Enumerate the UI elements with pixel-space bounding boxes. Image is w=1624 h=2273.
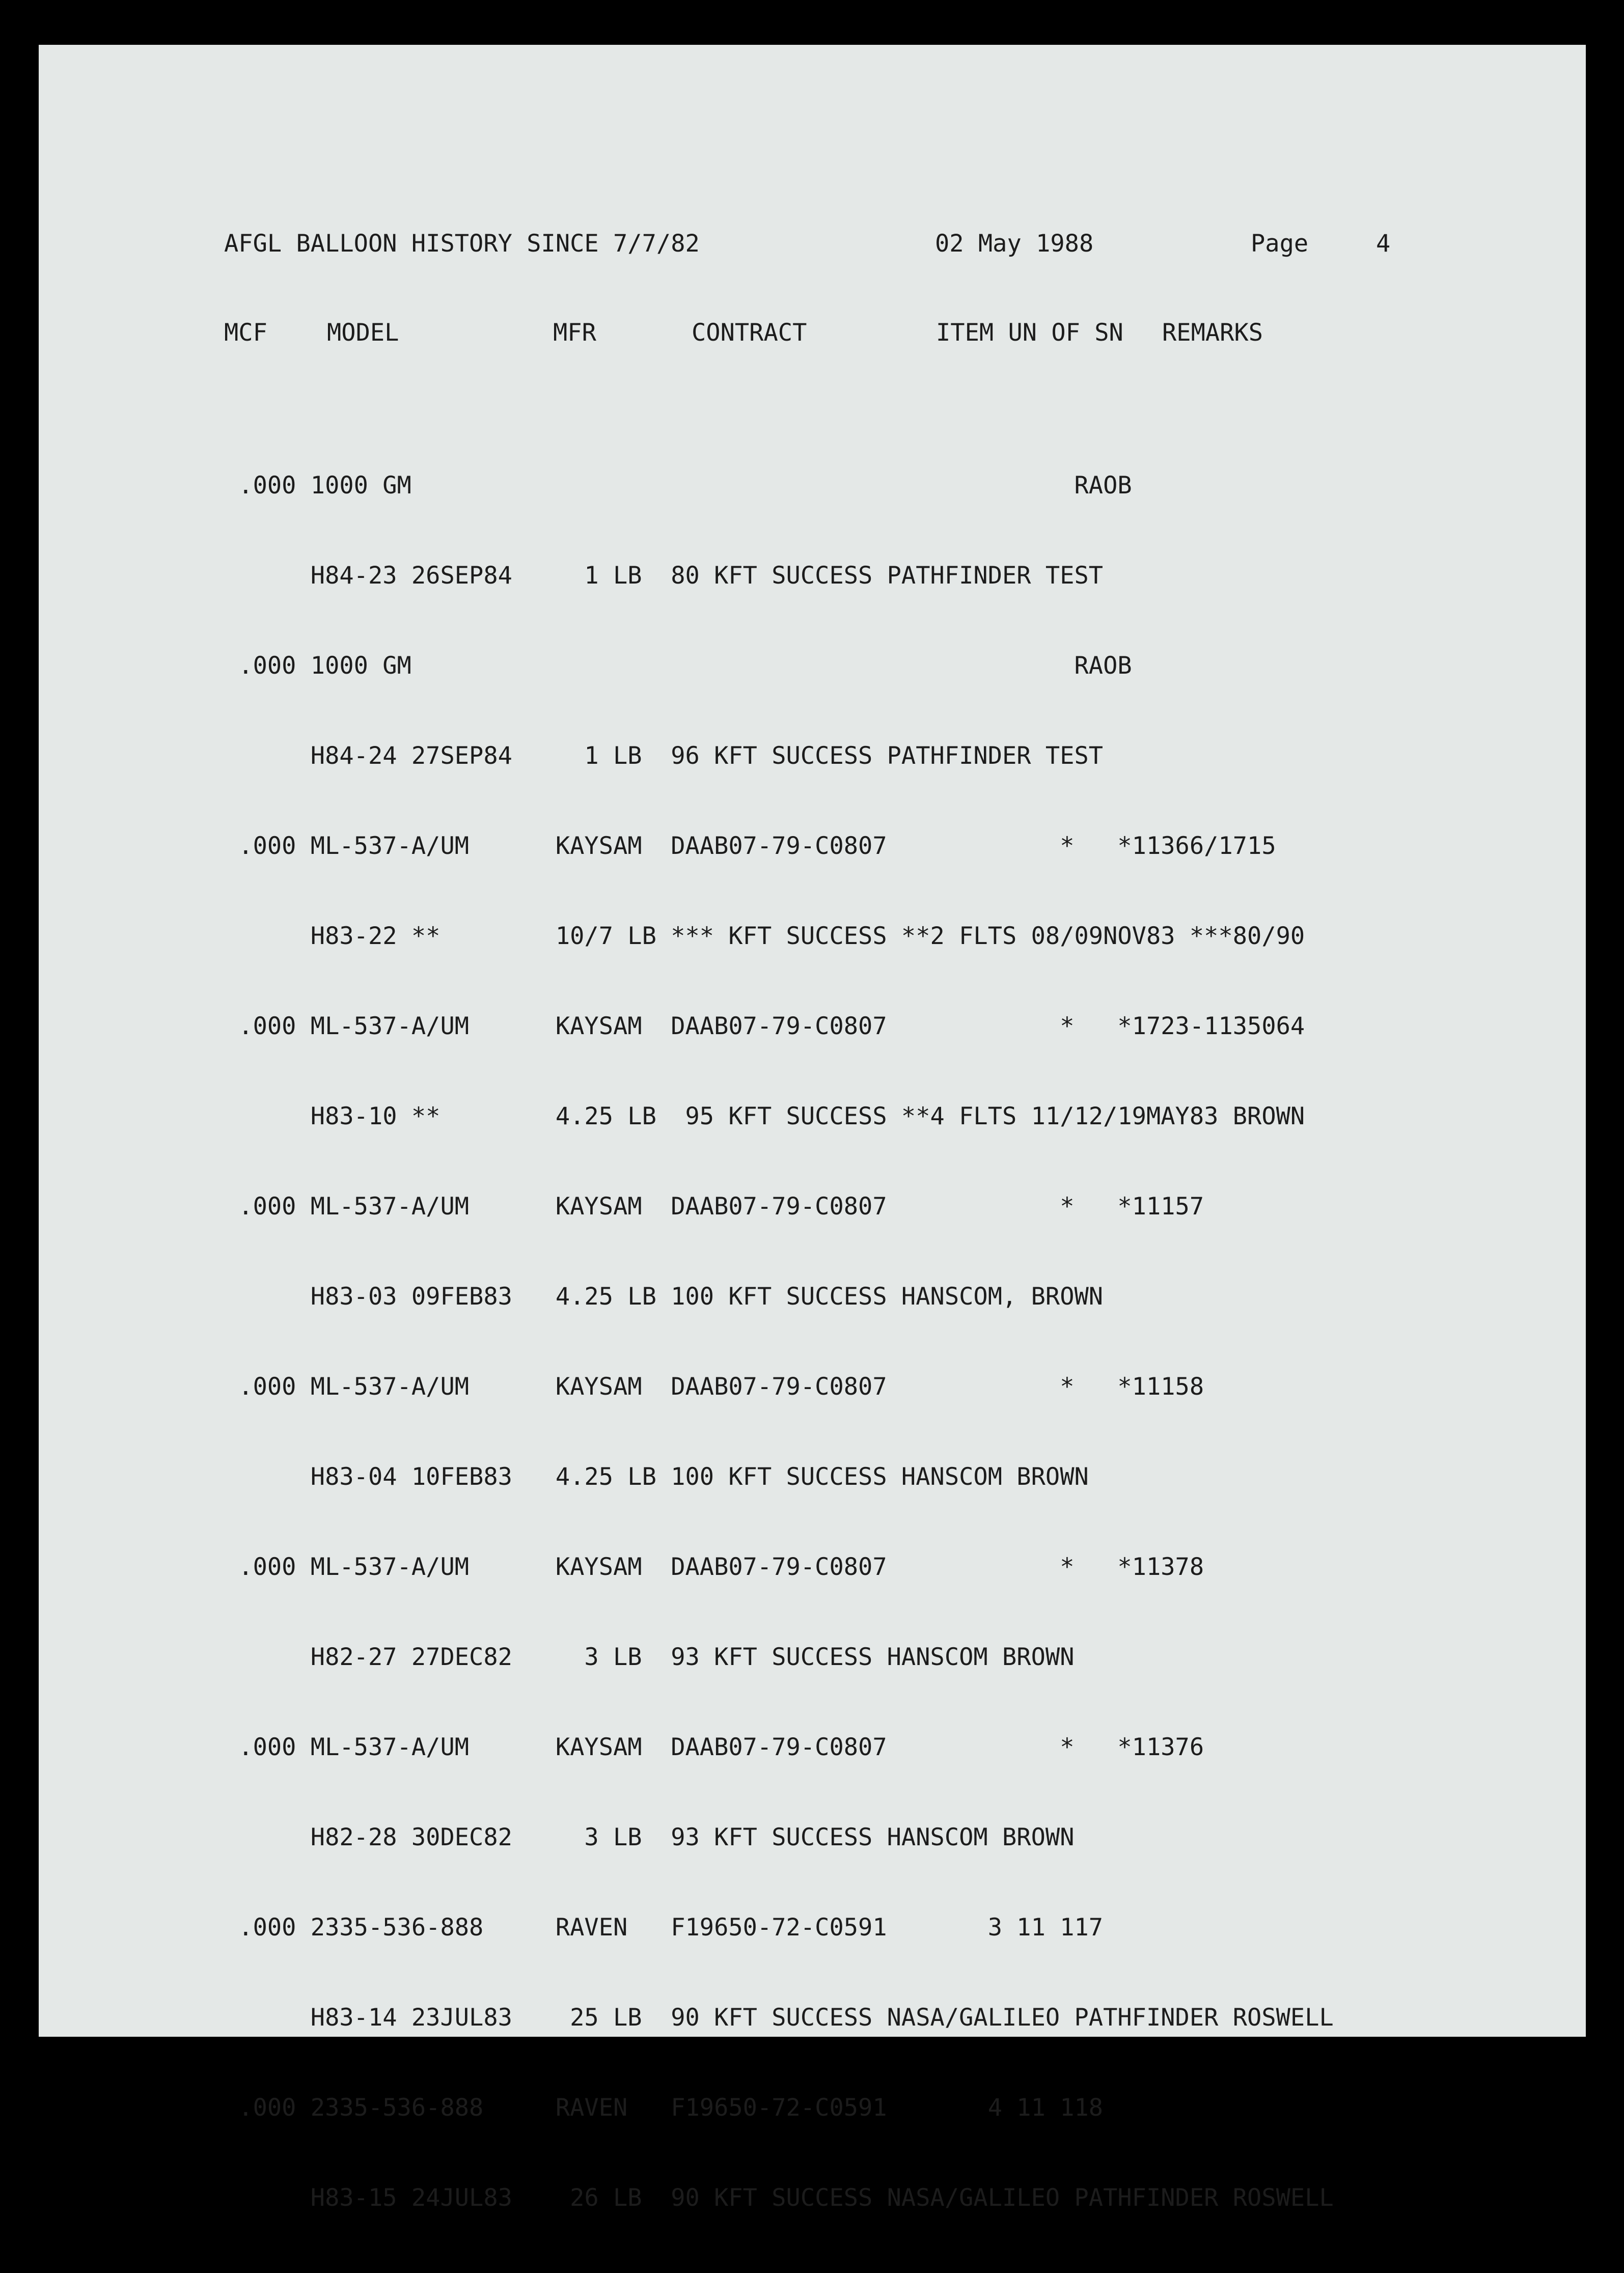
column-header-item-un-of-sn: ITEM UN OF SN [936, 319, 1123, 347]
column-header-mcf: MCF [224, 319, 267, 347]
table-row: .000 ML-537-A/UM KAYSAM DAAB07-79-C0807 * *11376 [224, 1733, 1204, 1761]
document-page [39, 45, 1586, 2212]
column-header-mfr: MFR [553, 319, 596, 347]
report-title: AFGL BALLOON HISTORY SINCE 7/7/82 [224, 230, 700, 258]
report-date: 02 May 1988 [935, 230, 1094, 258]
table-row: H83-15 24JUL83 26 LB 90 KFT SUCCESS NASA/GALILEO PATHFINDER ROSWELL [224, 2184, 1334, 2212]
column-header-contract: CONTRACT [692, 319, 807, 347]
balloon-history-table [224, 410, 1334, 2273]
table-row: .000 ML-537-A/UM KAYSAM DAAB07-79-C0807 * *11157 [224, 1193, 1204, 1221]
page-number: 4 [1376, 230, 1391, 258]
table-row: H83-14 23JUL83 25 LB 90 KFT SUCCESS NASA/GALILEO PATHFINDER ROSWELL [224, 2004, 1334, 2032]
column-header-model: MODEL [327, 319, 399, 347]
table-row: .000 2335-536-888 RAVEN F19650-72-C0591 4 11 118 [224, 2094, 1104, 2122]
table-row: .000 2335-536-888 RAVEN F19650-72-C0591 3 11 117 [224, 1914, 1104, 1942]
table-row: H83-04 10FEB83 4.25 LB 100 KFT SUCCESS HANSCOM BROWN [224, 1463, 1089, 1491]
page-label: Page [1251, 230, 1309, 258]
table-row: H82-28 30DEC82 3 LB 93 KFT SUCCESS HANSCOM BROWN [224, 1823, 1075, 1851]
table-row: .000 ML-537-A/UM KAYSAM DAAB07-79-C0807 * *11378 [224, 1553, 1204, 1581]
table-row: H82-27 27DEC82 3 LB 93 KFT SUCCESS HANSCOM BROWN [224, 1643, 1075, 1671]
table-row: H83-22 ** 10/7 LB *** KFT SUCCESS **2 FLTS 08/09NOV83 ***80/90 [224, 922, 1305, 950]
table-row: .000 1000 GM RAOB [224, 472, 1132, 500]
table-row: H83-10 ** 4.25 LB 95 KFT SUCCESS **4 FLTS 11/12/19MAY83 BROWN [224, 1102, 1305, 1130]
table-row: .000 1000 GM RAOB [224, 652, 1132, 680]
table-row: H83-03 09FEB83 4.25 LB 100 KFT SUCCESS HANSCOM, BROWN [224, 1283, 1104, 1311]
table-row: .000 ML-537-A/UM KAYSAM DAAB07-79-C0807 * *11158 [224, 1373, 1204, 1401]
table-row: .000 ML-537-A/UM KAYSAM DAAB07-79-C0807 * *11366/1715 [224, 832, 1276, 860]
column-header-remarks: REMARKS [1162, 319, 1263, 347]
table-row: H84-23 26SEP84 1 LB 80 KFT SUCCESS PATHFINDER TEST [224, 562, 1104, 590]
table-row: .000 ML-537-A/UM KAYSAM DAAB07-79-C0807 * *1723-1135064 [224, 1012, 1305, 1040]
table-row: H84-24 27SEP84 1 LB 96 KFT SUCCESS PATHFINDER TEST [224, 742, 1104, 770]
